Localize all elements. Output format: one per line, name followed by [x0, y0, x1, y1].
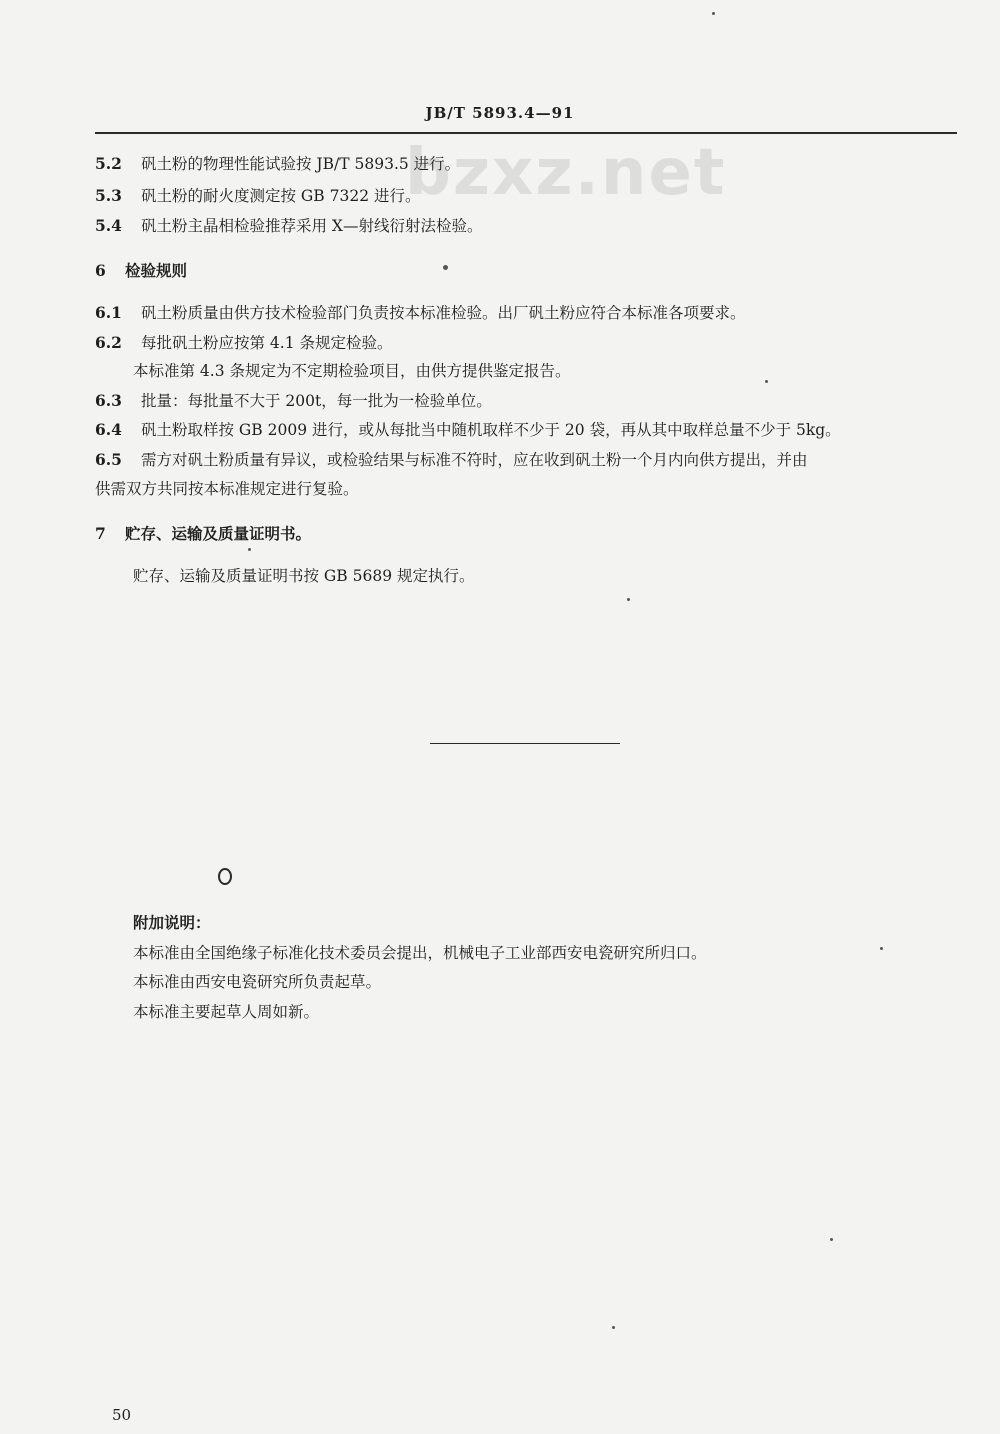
clause-6-2 — [95, 331, 393, 353]
notes-title: 附加说明： — [133, 913, 211, 932]
clause-number: 6.5 — [95, 450, 122, 469]
circle-mark — [218, 868, 232, 885]
scan-speck — [443, 265, 448, 270]
end-of-text-rule — [430, 743, 620, 744]
clause-number: 6.3 — [95, 391, 122, 410]
clause-text: 批量：每批量不大于 200t，每一批为一检验单位。 — [141, 392, 492, 410]
clause-number: 6.4 — [95, 420, 122, 439]
clause-text: 矾土粉的耐火度测定按 GB 7322 进行。 — [141, 187, 421, 205]
clause-text: 需方对矾土粉质量有异议，或检验结果与标准不符时，应在收到矾土粉一个月内向供方提出，并由 — [141, 451, 808, 469]
scan-speck — [712, 12, 715, 15]
clause-text: 每批矾土粉应按第 4.1 条规定检验。 — [141, 334, 393, 352]
clause-number: 5.4 — [95, 216, 122, 235]
standard-code-header: JB/T 5893.4—91 — [425, 104, 575, 122]
clause-text: 矾土粉主晶相检验推荐采用 X—射线衍射法检验。 — [141, 217, 483, 235]
scan-speck — [612, 1326, 615, 1329]
section-7-body — [133, 564, 475, 586]
clause-text: 矾土粉的物理性能试验按 JB/T 5893.5 进行。 — [141, 155, 461, 173]
section-number: 6 — [95, 261, 106, 280]
clause-text: 贮存、运输及质量证明书按 GB 5689 规定执行。 — [133, 567, 475, 585]
section-7-heading — [95, 522, 311, 544]
clause-5-2 — [95, 152, 460, 174]
scan-speck — [248, 548, 251, 551]
clause-number: 5.2 — [95, 154, 122, 173]
clause-6-5 — [95, 448, 808, 470]
note-item: 本标准主要起草人周如新。 — [133, 1003, 320, 1021]
scan-speck — [627, 598, 630, 601]
clause-number: 6.2 — [95, 333, 122, 352]
scan-speck — [880, 947, 883, 950]
header-rule — [95, 132, 957, 134]
scan-speck — [830, 1238, 833, 1241]
clause-5-3 — [95, 184, 421, 206]
watermark: bzxz.net — [405, 136, 727, 210]
section-title: 检验规则 — [125, 261, 188, 280]
note-item: 本标准由全国绝缘子标准化技术委员会提出，机械电子工业部西安电瓷研究所归口。 — [133, 944, 707, 962]
clause-number: 6.1 — [95, 303, 122, 322]
section-title: 贮存、运输及质量证明书。 — [125, 524, 312, 543]
clause-5-4 — [95, 214, 482, 236]
clause-6-1 — [95, 301, 746, 323]
clause-text: 矾土粉取样按 GB 2009 进行，或从每批当中随机取样不少于 20 袋，再从其中取样总量不少于 5kg。 — [141, 421, 841, 439]
clause-6-5-continuation — [95, 477, 359, 499]
clause-6-2-continuation — [133, 359, 571, 381]
clause-number: 5.3 — [95, 186, 122, 205]
clause-text: 矾土粉质量由供方技术检验部门负责按本标准检验。出厂矾土粉应符合本标准各项要求。 — [141, 304, 746, 322]
scan-speck — [765, 380, 768, 383]
clause-6-3 — [95, 389, 492, 411]
clause-text: 本标准第 4.3 条规定为不定期检验项目，由供方提供鉴定报告。 — [133, 362, 571, 380]
clause-text: 供需双方共同按本标准规定进行复验。 — [95, 480, 359, 498]
clause-6-4 — [95, 418, 841, 440]
section-6-heading — [95, 259, 187, 281]
section-number: 7 — [95, 524, 106, 543]
note-item: 本标准由西安电瓷研究所负责起草。 — [133, 973, 382, 991]
page-number: 50 — [112, 1406, 132, 1424]
